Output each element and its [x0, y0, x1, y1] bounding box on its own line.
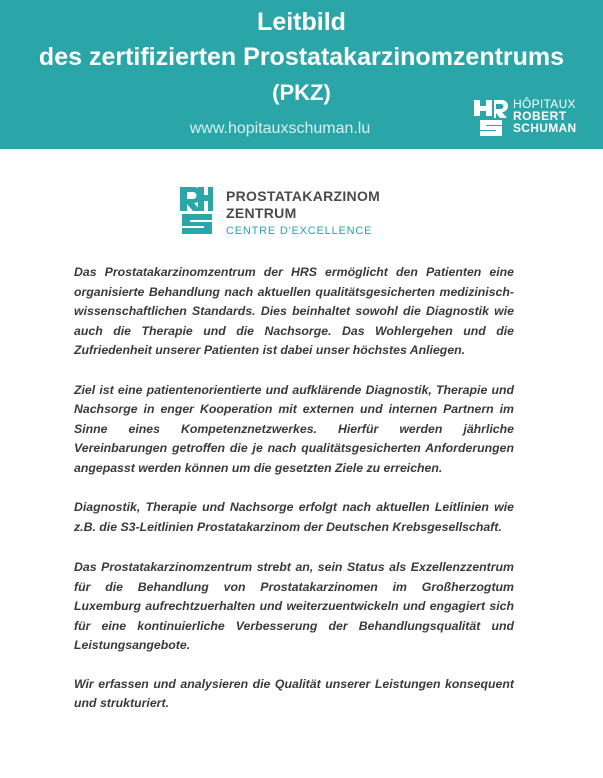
mission-statement-body	[74, 263, 514, 734]
hrs-word-1: HÔPITAUX	[513, 97, 576, 111]
paragraph-3: Diagnostik, Therapie und Nachsorge erfolgt nach aktuellen Leitlinien wie z.B. die S3-Leitlinien Prostatakarzinom der Deutschen Krebsgesellschaft.	[74, 500, 514, 534]
title-line-3: (PKZ)	[272, 80, 331, 105]
title-line-2: des zertifizierten Prostatakarzinomzentrums	[38, 43, 565, 71]
pkz-wordmark	[226, 188, 380, 238]
prostatakarzinomzentrum-logo	[178, 186, 418, 236]
hrs-word-2: ROBERT	[513, 109, 567, 123]
title-line-1: Leitbild	[257, 8, 346, 36]
rhs-mark-icon	[178, 186, 214, 234]
header-banner	[0, 0, 603, 149]
website-link[interactable]: www.hopitauxschuman.lu	[189, 120, 371, 137]
hrs-wordmark	[513, 98, 576, 134]
hrs-mark-icon	[472, 99, 508, 137]
paragraph-4: Das Prostatakarzinomzentrum strebt an, sein Status als Exzellenzzentrum für die Behandlung von Prostatakarzinomen im Großherzogtum Luxemburg aufrechtzuerhalten und weiterzuentwickeln und engagiert sich für eine kontinuierliche Verbesserung der Behandlungsqualität und Leistungsangebote.	[74, 560, 514, 652]
pkz-word-3: CENTRE D'EXCELLENCE	[226, 225, 373, 237]
hrs-word-3: SCHUMAN	[513, 121, 577, 135]
pkz-word-1: PROSTATAKARZINOM	[226, 188, 381, 204]
paragraph-5: Wir erfassen und analysieren die Qualität unserer Leistungen konsequent und strukturiert.	[74, 676, 514, 710]
paragraph-1: Das Prostatakarzinomzentrum der HRS ermöglicht den Patienten eine organisierte Behandlung nach aktuellen qualitätsgesicherten medizinisch-wissenschaftlichen Standards. Dies beinhaltet sowohl die Diagnostik wie auch die Therapie und die Nachsorge. Das Wohlergehen und die Zufriedenheit unserer Patienten ist dabei unser höchstes Anliegen.	[74, 265, 514, 357]
pkz-word-2: ZENTRUM	[226, 205, 297, 221]
hopitaux-robert-schuman-logo	[472, 98, 598, 138]
paragraph-2: Ziel ist eine patientenorientierte und aufklärende Diagnostik, Therapie und Nachsorge in enger Kooperation mit externen und internen Partnern im Sinne eines Kompetenznetzwerkes. Hierfür werden jährliche Vereinbarungen getroffen die je nach qualitätsgesicherten Anforderungen angepasst werden können um die gesetzten Ziele zu erreichen.	[74, 382, 514, 475]
